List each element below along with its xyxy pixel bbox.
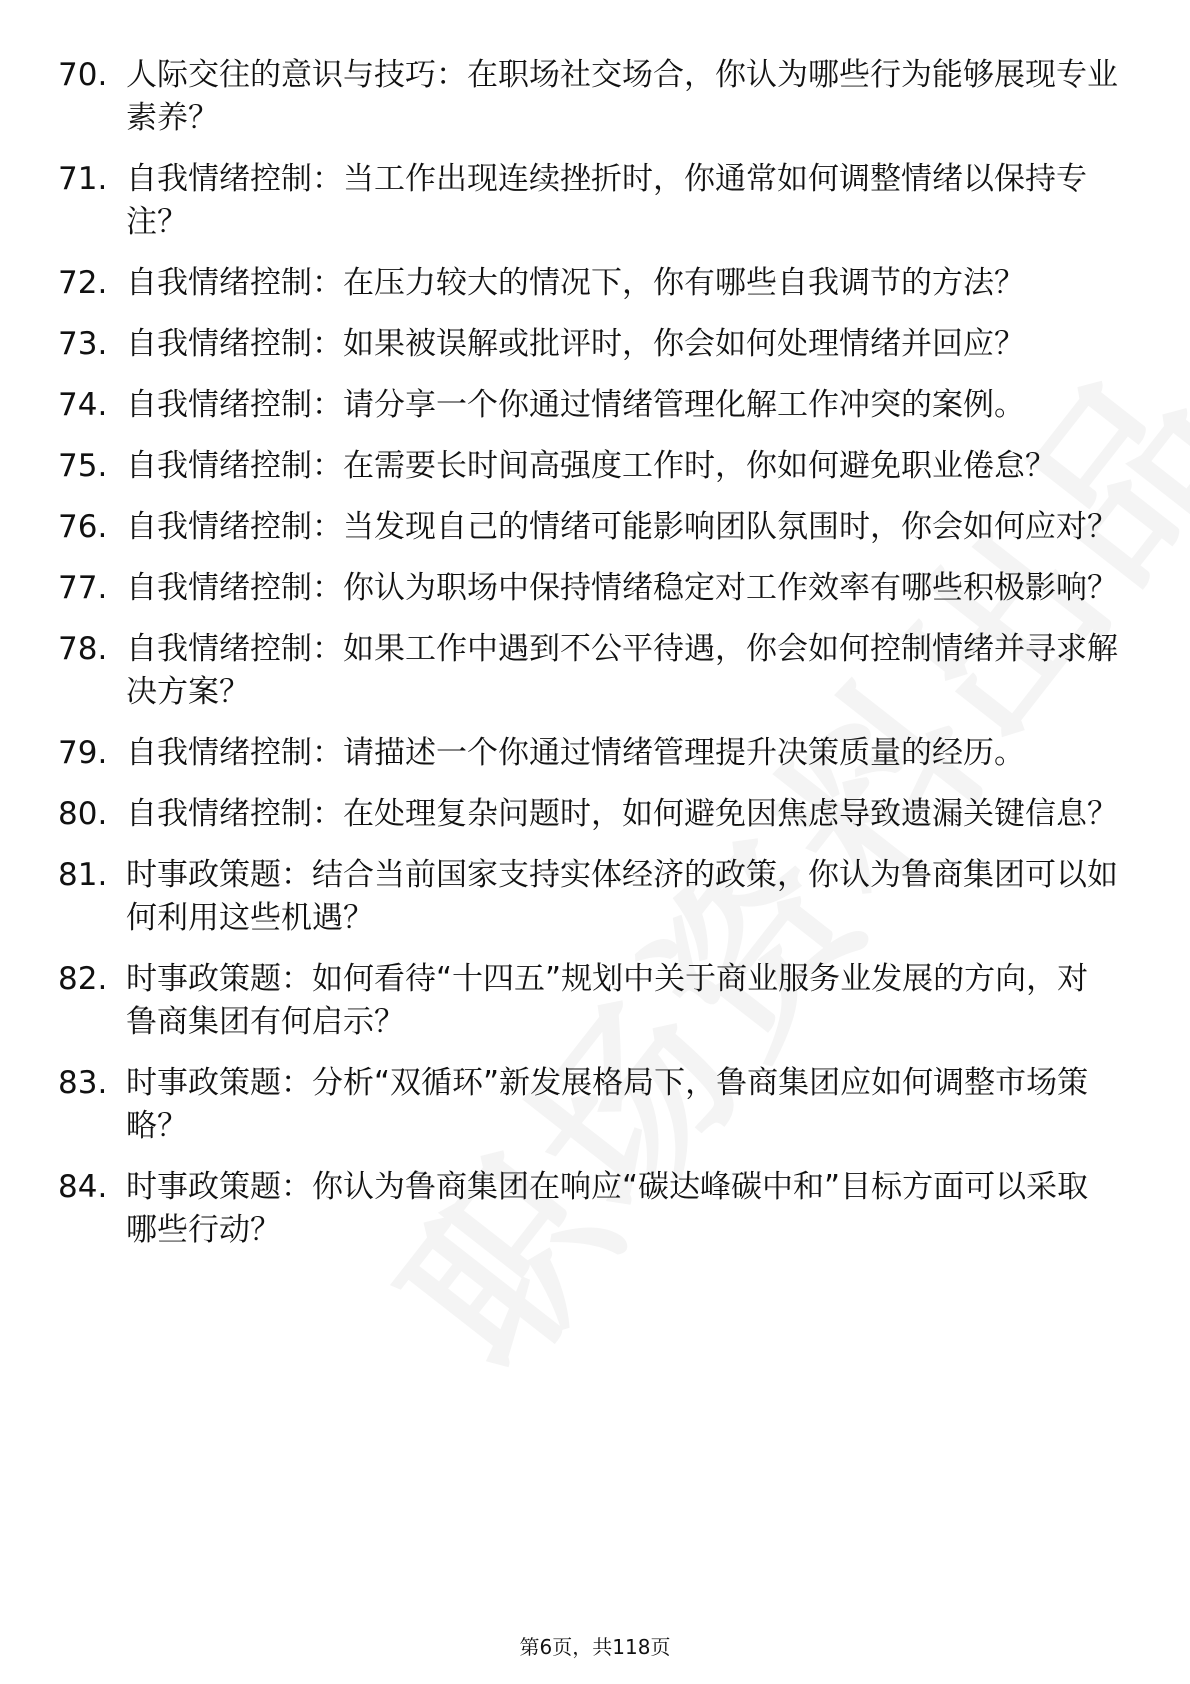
question-item: [58, 384, 1118, 427]
question-text: 时事政策题：结合当前国家支持实体经济的政策，你认为鲁商集团可以如何利用这些机遇？: [126, 857, 1118, 936]
question-number: 78.: [58, 631, 108, 667]
question-text: 人际交往的意识与技巧：在职场社交场合，你认为哪些行为能够展现专业素养？: [126, 57, 1118, 136]
question-number: 84.: [58, 1169, 108, 1205]
question-number: 73.: [58, 326, 108, 362]
question-item: [58, 793, 1118, 836]
question-text: 自我情绪控制：在处理复杂问题时，如何避免因焦虑导致遗漏关键信息？: [126, 796, 1118, 832]
question-item: [58, 506, 1118, 549]
question-number: 75.: [58, 448, 108, 484]
question-text: 时事政策题：你认为鲁商集团在响应“碳达峰碳中和”目标方面可以采取哪些行动？: [126, 1169, 1089, 1248]
question-number: 82.: [58, 961, 108, 997]
question-number: 79.: [58, 735, 108, 771]
question-text: 时事政策题：如何看待“十四五”规划中关于商业服务业发展的方向，对鲁商集团有何启示？: [126, 961, 1089, 1040]
question-number: 80.: [58, 796, 108, 832]
question-item: [58, 958, 1118, 1044]
question-item: [58, 1166, 1118, 1252]
question-item: [58, 158, 1118, 244]
question-text: 自我情绪控制：在压力较大的情况下，你有哪些自我调节的方法？: [126, 265, 1025, 301]
question-number: 77.: [58, 570, 108, 606]
question-text: 自我情绪控制：如果工作中遇到不公平待遇，你会如何控制情绪并寻求解决方案？: [126, 631, 1118, 710]
question-item: [58, 54, 1118, 140]
question-text: 自我情绪控制：当工作出现连续挫折时，你通常如何调整情绪以保持专注？: [126, 161, 1087, 240]
question-item: [58, 323, 1118, 366]
question-text: 自我情绪控制：在需要长时间高强度工作时，你如何避免职业倦怠？: [126, 448, 1056, 484]
question-item: [58, 732, 1118, 775]
question-text: 自我情绪控制：请分享一个你通过情绪管理化解工作冲突的案例。: [126, 387, 1025, 423]
question-item: [58, 628, 1118, 714]
question-text: 自我情绪控制：你认为职场中保持情绪稳定对工作效率有哪些积极影响？: [126, 570, 1118, 606]
question-number: 81.: [58, 857, 108, 893]
question-number: 74.: [58, 387, 108, 423]
question-text: 自我情绪控制：如果被误解或批评时，你会如何处理情绪并回应？: [126, 326, 1025, 362]
question-list: [58, 54, 1118, 1270]
question-number: 70.: [58, 57, 108, 93]
question-item: [58, 854, 1118, 940]
question-text: 时事政策题：分析“双循环”新发展格局下，鲁商集团应如何调整市场策略？: [126, 1065, 1089, 1144]
question-number: 71.: [58, 161, 108, 197]
question-text: 自我情绪控制：请描述一个你通过情绪管理提升决策质量的经历。: [126, 735, 1025, 771]
question-number: 76.: [58, 509, 108, 545]
question-number: 72.: [58, 265, 108, 301]
page-number-label: 第6页，共118页: [519, 1635, 671, 1659]
question-item: [58, 445, 1118, 488]
page-footer: [0, 1634, 1190, 1660]
question-number: 83.: [58, 1065, 108, 1101]
question-item: [58, 567, 1118, 610]
question-item: [58, 1062, 1118, 1148]
question-item: [58, 262, 1118, 305]
question-text: 自我情绪控制：当发现自己的情绪可能影响团队氛围时，你会如何应对？: [126, 509, 1118, 545]
